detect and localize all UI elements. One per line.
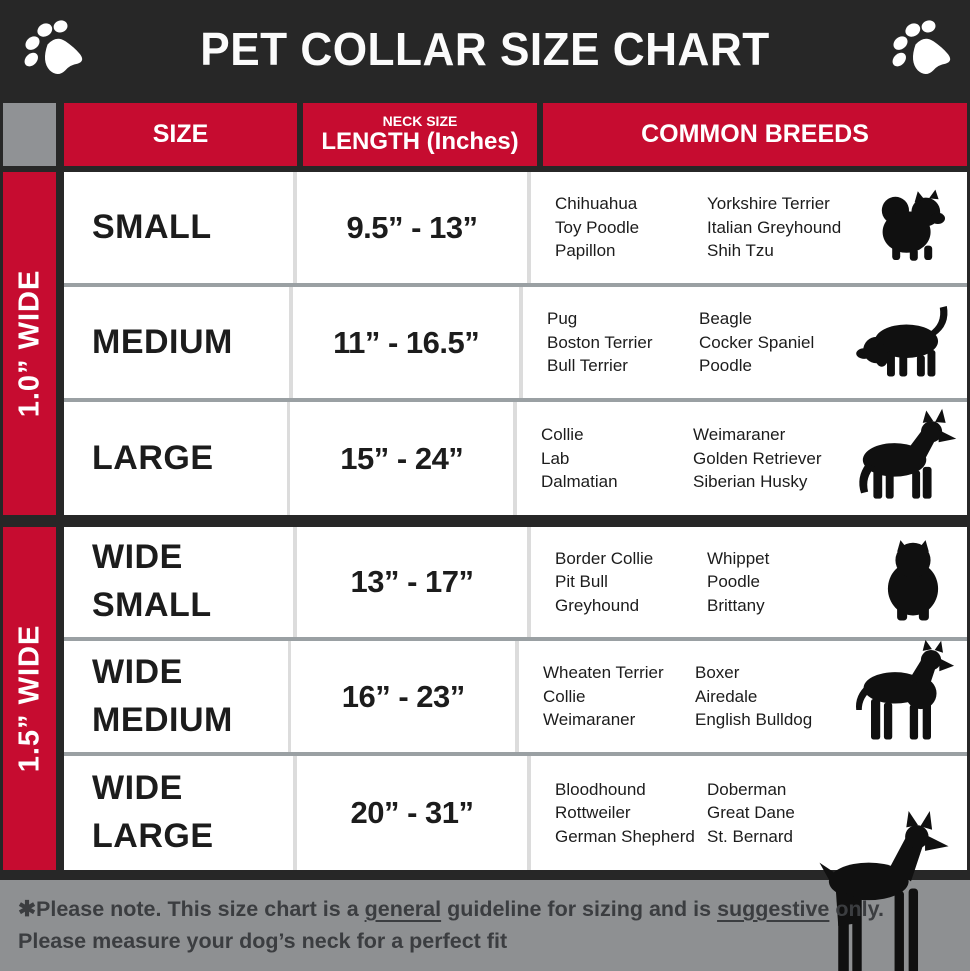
breeds-cell — [531, 172, 967, 283]
breed-name: Greyhound — [555, 595, 640, 615]
size-label: LARGE — [92, 438, 214, 477]
breed-list — [707, 193, 859, 261]
breed-name: Chihuahua — [555, 194, 638, 214]
table-row-wide-small — [64, 527, 967, 637]
breed-list — [555, 193, 707, 261]
neck-range-cell — [291, 641, 515, 752]
size-label: WIDE SMALL — [92, 538, 212, 624]
breed-list — [555, 548, 707, 616]
breed-name: Siberian Husky — [693, 472, 808, 492]
breed-name: Bloodhound — [555, 779, 646, 799]
breeds-cell — [531, 527, 967, 637]
breed-name: St. Bernard — [707, 826, 793, 846]
breed-name: Bull Terrier — [547, 356, 628, 376]
page-title: PET COLLAR SIZE CHART — [200, 23, 770, 75]
breeds-cell — [523, 287, 967, 398]
size-cell — [64, 641, 288, 752]
breed-list — [693, 424, 845, 492]
breed-name: Poodle — [707, 572, 760, 592]
neck-range: 9.5” - 13” — [346, 209, 478, 245]
breed-name: Toy Poodle — [555, 217, 640, 237]
group-label-1.0-wide — [3, 172, 56, 515]
group-label-1.5-wide — [3, 527, 56, 870]
breed-name: Weimaraner — [543, 710, 636, 730]
breed-name: Border Collie — [555, 548, 654, 568]
neck-range: 15” - 24” — [340, 440, 464, 476]
breed-name: Collie — [541, 425, 584, 445]
size-cell — [64, 756, 293, 870]
neck-range: 20” - 31” — [350, 795, 474, 830]
breed-name: Wheaten Terrier — [543, 663, 664, 683]
breed-list — [543, 662, 695, 730]
note-text: guideline for sizing and is — [441, 897, 718, 921]
breed-name: Doberman — [707, 779, 787, 799]
neck-range-cell — [297, 527, 527, 637]
breed-list — [695, 662, 847, 730]
breed-list — [541, 424, 693, 492]
breed-name: German Shepherd — [555, 826, 695, 846]
breed-name: Papillon — [555, 241, 616, 261]
size-label: WIDE LARGE — [92, 769, 214, 855]
neck-range-cell — [293, 287, 519, 398]
breeds-cell — [531, 756, 967, 870]
breed-name: Collie — [543, 686, 586, 706]
breed-name: Italian Greyhound — [707, 217, 842, 237]
neck-range-cell — [297, 756, 527, 870]
note-underlined-word: suggestive — [717, 897, 830, 921]
corner-spacer — [3, 103, 56, 166]
paw-print-icon — [16, 17, 86, 81]
breed-list — [555, 779, 707, 847]
group-label-text: 1.0” WIDE — [13, 269, 45, 418]
note-text: only. — [829, 897, 884, 921]
size-cell — [64, 402, 287, 515]
breeds-cell — [517, 402, 967, 515]
table-header-row — [64, 103, 967, 166]
table-row-wide-medium — [64, 641, 967, 752]
note-underlined-word: general — [364, 897, 442, 921]
breed-name: Yorkshire Terrier — [707, 194, 830, 214]
breed-name: Dalmatian — [541, 472, 618, 492]
common-breeds-label: COMMON BREEDS — [641, 119, 869, 148]
breed-name: Weimaraner — [693, 425, 786, 445]
neck-range-cell — [297, 172, 527, 283]
breed-list — [547, 308, 699, 376]
table-row-medium — [64, 287, 967, 398]
size-cell — [64, 527, 293, 637]
neck-range-cell — [290, 402, 513, 515]
length-inches-label: LENGTH (Inches) — [321, 128, 519, 155]
size-label: SMALL — [92, 207, 212, 246]
pit-bull-silhouette-icon — [847, 645, 967, 749]
table-row-small — [64, 172, 967, 283]
title-bar — [0, 0, 970, 98]
table-row-large — [64, 402, 967, 515]
pomeranian-silhouette-icon — [859, 186, 967, 270]
breed-name: Rottweiler — [555, 803, 631, 823]
size-label: MEDIUM — [92, 322, 233, 361]
column-header-neck-size — [303, 103, 537, 166]
breed-list — [707, 548, 859, 616]
bulldog-silhouette-icon — [859, 534, 967, 630]
beagle-silhouette-icon — [851, 299, 967, 387]
breed-name: Airedale — [695, 686, 758, 706]
footer-note-line-1 — [18, 893, 958, 925]
breed-name: Pit Bull — [555, 572, 608, 592]
breed-name: Great Dane — [707, 803, 795, 823]
breeds-cell — [519, 641, 967, 752]
footer-note-line-2: Please measure your dog’s neck for a perfect fit — [18, 929, 508, 954]
neck-range: 16” - 23” — [341, 678, 465, 714]
breed-name: Pug — [547, 309, 578, 329]
column-header-common-breeds — [543, 103, 967, 166]
german-shepherd-silhouette-icon — [845, 407, 967, 511]
neck-range: 11” - 16.5” — [333, 324, 480, 360]
breed-name: Whippet — [707, 548, 770, 568]
breed-name: Lab — [541, 448, 570, 468]
breed-list — [699, 308, 851, 376]
breed-name: Cocker Spaniel — [699, 332, 815, 352]
paw-print-icon — [884, 17, 954, 81]
neck-size-sublabel: NECK SIZE — [382, 112, 458, 129]
note-text: ✱Please note. This size chart is a — [18, 897, 365, 921]
breed-name: English Bulldog — [695, 710, 813, 730]
column-header-size — [64, 103, 297, 166]
size-cell — [64, 287, 289, 398]
neck-range: 13” - 17” — [350, 564, 474, 599]
breed-name: Boxer — [695, 663, 740, 683]
breed-name: Beagle — [699, 309, 752, 329]
size-label: WIDE MEDIUM — [92, 652, 233, 739]
breed-name: Golden Retriever — [693, 448, 822, 468]
group-label-text: 1.5” WIDE — [13, 624, 45, 773]
breed-name: Brittany — [707, 595, 765, 615]
size-cell — [64, 172, 293, 283]
size-header-label: SIZE — [152, 119, 209, 148]
breed-name: Shih Tzu — [707, 241, 774, 261]
breed-name: Boston Terrier — [547, 332, 653, 352]
breed-name: Poodle — [699, 356, 752, 376]
table-row-wide-large — [64, 756, 967, 870]
footer-note — [18, 893, 958, 958]
